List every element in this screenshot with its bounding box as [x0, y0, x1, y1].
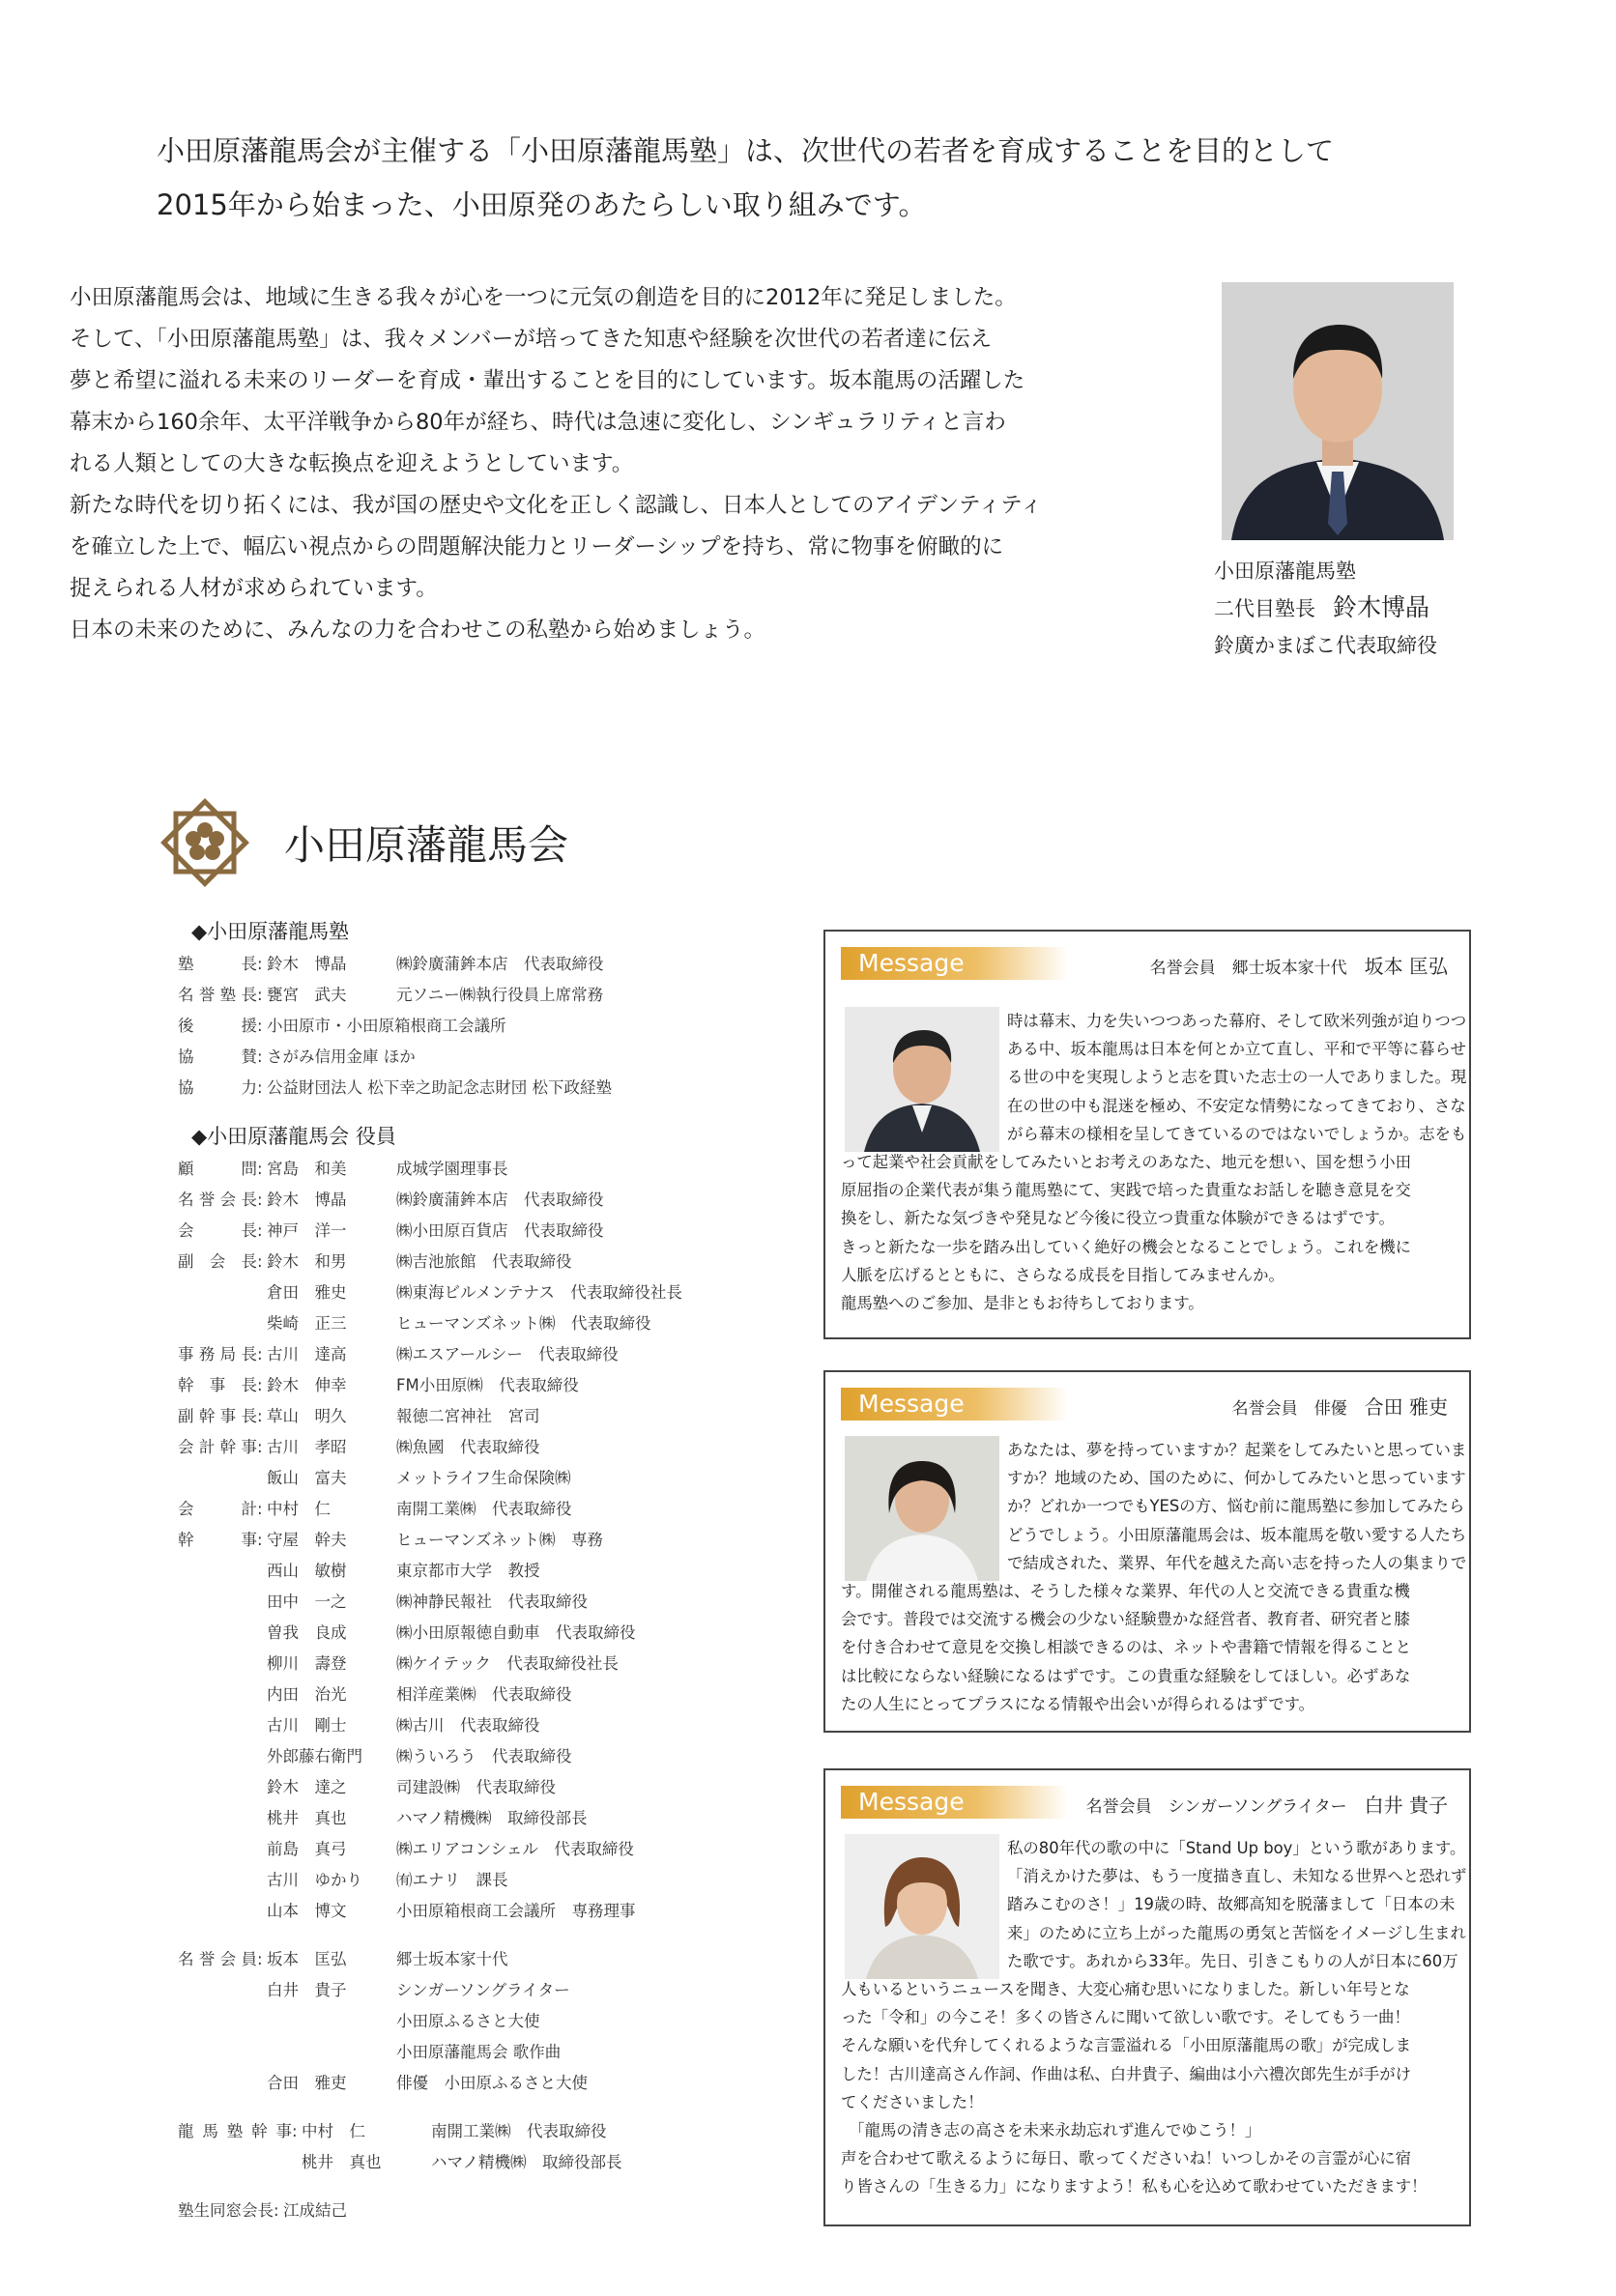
row-aff: ㈱小田原百貨店 代表取締役 — [396, 1221, 604, 1240]
message-line: った「令和」の今こそ！多くの皆さんに聞いて欲しい歌です。そしてもう一曲！ — [841, 2008, 1410, 2027]
roster-row: 会計幹事 : 古川 孝昭 ㈱魚國 代表取締役 — [178, 1432, 796, 1463]
caption-company: 鈴廣かまぼこ代表取締役 — [1214, 634, 1437, 657]
row-role: 副幹事長 — [178, 1407, 257, 1425]
row-aff: 東京都市大学 教授 — [396, 1562, 540, 1580]
row-name: 坂本 匡弘 — [267, 1950, 347, 1968]
row-role: 後援 — [178, 1017, 257, 1035]
message-line: 換をし、新たな気づきや発見など今後に役立つ貴重な体験ができるはずです。 — [841, 1209, 1395, 1228]
message-line: 「龍馬の清き志の高さを未来永劫忘れず進んでゆこう！」 — [841, 2121, 1261, 2140]
caption-title-line — [1214, 589, 1437, 627]
intro-line-1: 小田原藩龍馬会が主催する「小田原藩龍馬塾」は、次世代の若者を育成することを目的として — [157, 134, 1335, 167]
roster-row: 後援 : 小田原市・小田原箱根商工会議所 — [178, 1011, 796, 1042]
row-name: 桃井 真也 — [302, 2153, 382, 2171]
roster-row — [178, 1618, 796, 1649]
roster-row — [178, 1308, 796, 1339]
message-label: Message — [841, 947, 1068, 980]
row-aff: 司建設㈱ 代表取締役 — [396, 1778, 556, 1796]
roster-row — [178, 1772, 796, 1803]
message-line: 「消えかけた夢は、もう一度描き直し、未知なる世界へと恐れず — [1007, 1867, 1467, 1886]
row-aff: ㈱神静民報社 代表取締役 — [396, 1593, 588, 1611]
alumni-name: 江成結己 — [283, 2201, 347, 2220]
row-role: 協力 — [178, 1078, 257, 1097]
row-aff: 小田原箱根商工会議所 専務理事 — [396, 1902, 636, 1920]
message-box-sakamoto — [823, 930, 1471, 1339]
intro-line-2: 2015年から始まった、小田原発のあたらしい取り組みです。 — [157, 188, 927, 221]
row-name: 守屋 幹夫 — [267, 1531, 347, 1549]
roster-row: 名誉塾長 : 甕宮 武夫 元ソニー㈱執行役員上席常務 — [178, 980, 796, 1011]
honorary-list — [178, 1944, 796, 2099]
roster-row — [178, 1556, 796, 1587]
row-role: 協賛 — [178, 1048, 257, 1066]
roster-row — [178, 2068, 796, 2099]
roster-row: 塾長 : 鈴木 博晶 ㈱鈴廣蒲鉾本店 代表取締役 — [178, 949, 796, 980]
roster-row — [178, 1834, 796, 1865]
message-line: 会です。普段では交流する機会の少ない経験豊かな経営者、教育者、研究者と膝 — [841, 1610, 1410, 1629]
message-line: か？どれか一つでもYESの方、悩む前に龍馬塾に参加してみたら — [1007, 1497, 1465, 1516]
row-name: 外郎藤右衛門 — [267, 1747, 362, 1765]
row-aff: FM小田原㈱ 代表取締役 — [396, 1376, 579, 1394]
roster-row — [178, 1975, 796, 2006]
row-aff: ㈱東海ビルメンテナス 代表取締役社長 — [396, 1283, 682, 1302]
row-name: 山本 博文 — [267, 1902, 347, 1920]
row-name: 古川 ゆかり — [267, 1871, 362, 1889]
lead-line: れる人類としての大きな転換点を迎えようとしています。 — [70, 451, 634, 476]
row-name: 鈴木 伸幸 — [267, 1376, 347, 1394]
row-aff: 小田原ふるさと大使 — [396, 2012, 540, 2030]
row-aff: 成城学園理事長 — [396, 1160, 508, 1178]
row-role: 幹事 — [178, 1531, 257, 1549]
row-role: 顧問 — [178, 1160, 257, 1178]
message-line: を付き合わせて意見を交換し相談できるのは、ネットや書籍で情報を得ることと — [841, 1638, 1412, 1657]
author-role: 名誉会員 俳優 — [1231, 1399, 1347, 1419]
roster-row — [178, 1463, 796, 1494]
message-line: り皆さんの「生きる力」になりますよう！私も心を込めて歌わせていただきます！ — [841, 2177, 1428, 2196]
row-role — [178, 1463, 257, 1494]
officers-heading: ◆小田原藩龍馬会 役員 — [191, 1125, 396, 1148]
message-line: 在の世の中も混迷を極め、不安定な情勢になってきており、さな — [1007, 1096, 1466, 1115]
row-role: 副会長 — [178, 1252, 257, 1271]
lead-line: 夢と希望に溢れる未来のリーダーを育成・輩出することを目的にしています。坂本龍馬の活躍した — [70, 368, 1025, 393]
message-author — [1086, 1790, 1448, 1818]
author-role: 名誉会員 シンガーソングライター — [1085, 1797, 1347, 1817]
row-aff: ㈱エリアコンシェル 代表取締役 — [396, 1840, 634, 1858]
message-body — [841, 1436, 1467, 1718]
message-line: 来」のために立ち上がった龍馬の勇気と苦悩をイメージし生まれ — [1007, 1923, 1466, 1942]
roster-row: 顧問 : 宮島 和美 成城学園理事長 — [178, 1154, 796, 1185]
row-role: 会計 — [178, 1500, 257, 1518]
message-line: は比較にならない経験になるはずです。この貴重な経験をしてほしい。必ずあな — [841, 1666, 1411, 1685]
author-name: 白井 貴子 — [1364, 1794, 1448, 1817]
roster-row — [178, 1865, 796, 1896]
message-line: 原屈指の企業代表が集う龍馬塾にて、実践で培った貴重なお話しを聴き意見を交 — [841, 1181, 1411, 1200]
message-line: たの人生にとってプラスになる情報や出会いが得られるはずです。 — [841, 1694, 1315, 1713]
row-role — [178, 1710, 257, 1741]
author-name: 合田 雅吏 — [1364, 1395, 1448, 1419]
roster-row — [178, 1803, 796, 1834]
row-role — [178, 1975, 257, 2006]
row-role — [178, 1896, 257, 1927]
row-name: 中村 仁 — [302, 2122, 365, 2140]
row-name: 田中 一之 — [267, 1593, 347, 1611]
row-name: 鈴木 達之 — [267, 1778, 347, 1796]
caption-title: 二代目塾長 — [1214, 597, 1315, 620]
row-name: 公益財団法人 松下幸之助記念志財団 松下政経塾 — [267, 1078, 612, 1097]
row-name: 宮島 和美 — [267, 1160, 347, 1178]
org-title: 小田原藩龍馬会 — [284, 821, 569, 869]
roster-row — [178, 1896, 796, 1927]
lead-line: を確立した上で、幅広い視点からの問題解決能力とリーダーシップを持ち、常に物事を俯瞰的に — [70, 534, 1004, 560]
message-line: 人もいるというニュースを聞き、大変心痛む思いになりました。新しい年号とな — [841, 1980, 1410, 1999]
row-role: 幹事長 — [178, 1376, 257, 1394]
message-line: した！古川達高さん作詞、作曲は私、白井貴子、編曲は小六禮次郎先生が手がけ — [841, 2064, 1412, 2083]
row-role — [178, 1649, 257, 1679]
author-role: 名誉会員 郷士坂本家十代 — [1149, 959, 1347, 978]
lead-line: そして、「小田原藩龍馬塾」は、我々メンバーが培ってきた知恵や経験を次世代の若者達に伝え — [70, 327, 993, 352]
row-role — [178, 1618, 257, 1649]
row-role — [178, 1679, 257, 1710]
row-name — [267, 2037, 396, 2068]
lead-line: 日本の未来のために、みんなの力を合わせこの私塾から始めましょう。 — [70, 617, 766, 643]
roster-row: 会長 : 神戸 洋一 ㈱小田原百貨店 代表取締役 — [178, 1216, 796, 1247]
row-aff: 俳優 小田原ふるさと大使 — [396, 2074, 588, 2092]
message-label: Message — [841, 1388, 1068, 1421]
caption-org: 小田原藩龍馬塾 — [1214, 560, 1356, 583]
lead-line: 幕末から160余年、太平洋戦争から80年が経ち、時代は急速に変化し、シンギュラリティと言わ — [70, 410, 1006, 435]
message-line: る世の中を実現しようと志を貫いた志士の一人でありました。現 — [1007, 1068, 1467, 1087]
message-line: で結成された、業界、年代を越えた高い志を持った人の集まりで — [1007, 1553, 1467, 1572]
row-role — [178, 1772, 257, 1803]
kanji-list — [178, 2116, 796, 2178]
row-name: 甕宮 武夫 — [267, 986, 347, 1004]
roster-row: 名誉会員 : 坂本 匡弘 郷士坂本家十代 — [178, 1944, 796, 1975]
roster-row — [178, 2006, 796, 2037]
row-name — [267, 2006, 396, 2037]
principal-portrait — [1222, 282, 1454, 540]
message-line: ある中、坂本龍馬は日本を何とか立て直し、平和で平等に暮らせ — [1007, 1040, 1466, 1059]
roster-row: 幹事 : 守屋 幹夫 ヒューマンズネット㈱ 専務 — [178, 1525, 796, 1556]
row-aff: ㈲エナリ 課長 — [396, 1871, 508, 1889]
message-line: って起業や社会貢献をしてみたいとお考えのあなた、地元を想い、国を想う小田 — [841, 1153, 1412, 1172]
row-name: 白井 貴子 — [267, 1981, 347, 1999]
row-aff: 南開工業㈱ 代表取締役 — [396, 1500, 572, 1518]
roster-row — [178, 1741, 796, 1772]
roster-row: 名誉会長 : 鈴木 博晶 ㈱鈴廣蒲鉾本店 代表取締役 — [178, 1185, 796, 1216]
row-role — [178, 1308, 257, 1339]
message-author — [1232, 1392, 1448, 1420]
row-name: 曽我 良成 — [267, 1623, 347, 1642]
row-aff: ㈱魚國 代表取締役 — [396, 1438, 540, 1456]
row-aff: 南開工業㈱ 代表取締役 — [431, 2122, 607, 2140]
row-aff: ヒューマンズネット㈱ 専務 — [396, 1531, 604, 1549]
row-role: 名誉塾長 — [178, 986, 257, 1004]
officer-list — [178, 1154, 796, 1927]
row-aff: メットライフ生命保険㈱ — [396, 1469, 571, 1487]
roster-row — [178, 1587, 796, 1618]
row-role: 龍馬塾幹事 — [178, 2122, 292, 2140]
row-role: 事務局長 — [178, 1345, 257, 1363]
roster-row — [178, 1649, 796, 1679]
roster-row — [178, 1679, 796, 1710]
row-aff: ハマノ精機㈱ 取締役部長 — [431, 2153, 622, 2171]
row-role — [178, 1587, 257, 1618]
alumni-row: 塾生同窓会長 : 江成結己 — [178, 2196, 796, 2226]
row-name: 古川 剛士 — [267, 1716, 347, 1735]
message-line: た歌です。あれから33年。先日、引きこもりの人が日本に60万 — [1007, 1951, 1458, 1970]
message-line: す。開催される龍馬塾は、そうした様々な業界、年代の人と交流できる貴重な機 — [841, 1582, 1410, 1601]
row-name: 柳川 壽登 — [267, 1654, 347, 1673]
row-name: 鈴木 和男 — [267, 1252, 347, 1271]
row-aff: ㈱吉池旅館 代表取締役 — [396, 1252, 572, 1271]
row-aff: ㈱ういろう 代表取締役 — [396, 1747, 572, 1765]
row-name: 小田原市・小田原箱根商工会議所 — [267, 1017, 506, 1035]
row-role: 名誉会員 — [178, 1950, 257, 1968]
row-role: 名誉会長 — [178, 1191, 257, 1209]
row-role — [178, 1277, 257, 1308]
row-name: 桃井 真也 — [267, 1809, 347, 1827]
message-author — [1150, 951, 1448, 979]
lead-line: 小田原藩龍馬会は、地域に生きる我々が心を一つに元気の創造を目的に2012年に発足しました。 — [70, 285, 1017, 310]
row-name: 前島 真弓 — [267, 1840, 347, 1858]
row-role — [178, 2006, 257, 2037]
row-aff: ㈱小田原報徳自動車 代表取締役 — [396, 1623, 636, 1642]
row-role: 会計幹事 — [178, 1438, 257, 1456]
roster-row: 副会長 : 鈴木 和男 ㈱吉池旅館 代表取締役 — [178, 1247, 796, 1277]
author-name: 坂本 匡弘 — [1364, 955, 1448, 978]
message-label: Message — [841, 1786, 1068, 1819]
row-role — [178, 2068, 257, 2099]
row-aff: ハマノ精機㈱ 取締役部長 — [396, 1809, 588, 1827]
row-role: 会長 — [178, 1221, 257, 1240]
row-aff: 報徳二宮神社 宮司 — [396, 1407, 540, 1425]
message-line: あなたは、夢を持っていますか？起業をしてみたいと思っていま — [1007, 1441, 1467, 1459]
row-name: 合田 雅吏 — [267, 2074, 347, 2092]
message-line: 声を合わせて歌えるように毎日、歌ってくださいね！いつしかその言霊が心に宿 — [841, 2149, 1412, 2168]
crest-logo-icon — [157, 794, 253, 891]
message-line: きっと新たな一歩を踏み出していく絶好の機会となることでしょう。これを機に — [841, 1237, 1412, 1256]
roster-row: 協力 : 公益財団法人 松下幸之助記念志財団 松下政経塾 — [178, 1073, 796, 1104]
message-box-shirai — [823, 1768, 1471, 2226]
row-role — [178, 2037, 257, 2068]
roster-row: 事務局長 : 古川 達高 ㈱エスアールシー 代表取締役 — [178, 1339, 796, 1370]
intro-text — [157, 124, 1510, 232]
roster-row — [178, 2037, 796, 2068]
message-box-goda — [823, 1370, 1471, 1733]
message-line: そんな願いを代弁してくれるような言霊溢れる「小田原藩龍馬の歌」が完成しま — [841, 2036, 1412, 2055]
roster-row: 幹事長 : 鈴木 伸幸 FM小田原㈱ 代表取締役 — [178, 1370, 796, 1401]
portrait-illustration — [1222, 282, 1454, 540]
message-line: 人脈を広げるとともに、さらなる成長を目指してみませんか。 — [841, 1265, 1284, 1284]
row-name: 内田 治光 — [267, 1685, 347, 1704]
roster-row: 副幹事長 : 草山 明久 報徳二宮神社 宮司 — [178, 1401, 796, 1432]
row-name: 柴崎 正三 — [267, 1314, 347, 1333]
row-aff: 元ソニー㈱執行役員上席常務 — [396, 986, 604, 1004]
row-name: 神戸 洋一 — [267, 1221, 347, 1240]
row-name: 草山 明久 — [267, 1407, 347, 1425]
message-line: 龍馬塾へのご参加、是非ともお待ちしております。 — [841, 1294, 1204, 1313]
message-line: 私の80年代の歌の中に「Stand Up boy」という歌があります。 — [1007, 1839, 1466, 1857]
message-line: がら幕末の様相を呈してきているのではないでしょうか。志をも — [1007, 1124, 1467, 1143]
roster-row — [178, 1277, 796, 1308]
row-role — [178, 1865, 257, 1896]
roster-row — [178, 1710, 796, 1741]
row-aff: 相洋産業㈱ 代表取締役 — [396, 1685, 572, 1704]
row-name: 飯山 富夫 — [267, 1469, 347, 1487]
row-name: 中村 仁 — [267, 1500, 331, 1518]
row-aff: ㈱古川 代表取締役 — [396, 1716, 540, 1735]
row-aff: 小田原藩龍馬会 歌作曲 — [396, 2043, 562, 2061]
row-name: 鈴木 博晶 — [267, 955, 347, 973]
caption-name: 鈴木博晶 — [1333, 593, 1430, 621]
roster — [178, 916, 796, 2226]
roster-row: 会計 : 中村 仁 南開工業㈱ 代表取締役 — [178, 1494, 796, 1525]
message-body — [841, 1834, 1467, 2201]
row-name: 古川 達高 — [267, 1345, 347, 1363]
portrait-caption — [1214, 553, 1437, 664]
row-name: さがみ信用金庫 ほか — [267, 1048, 416, 1066]
row-aff: ㈱ケイテック 代表取締役社長 — [396, 1654, 619, 1673]
org-heading — [157, 794, 568, 891]
juku-heading: ◆小田原藩龍馬塾 — [191, 920, 350, 943]
row-name: 鈴木 博晶 — [267, 1191, 347, 1209]
message-line: てくださいました！ — [841, 2092, 984, 2111]
row-role — [178, 1556, 257, 1587]
row-name: 倉田 雅史 — [267, 1283, 347, 1302]
lead-line: 新たな時代を切り拓くには、我が国の歴史や文化を正しく認識し、日本人としてのアイデンティティ — [70, 493, 1043, 518]
row-aff: ㈱鈴廣蒲鉾本店 代表取締役 — [396, 1191, 604, 1209]
row-role — [178, 1803, 257, 1834]
row-role — [178, 1834, 257, 1865]
message-line: 踏みこむのさ！」19歳の時、故郷高知を脱藩まして「日本の未 — [1007, 1895, 1456, 1914]
row-name: 西山 敏樹 — [267, 1562, 347, 1580]
row-aff: ㈱エスアールシー 代表取締役 — [396, 1345, 619, 1363]
row-aff: ヒューマンズネット㈱ 代表取締役 — [396, 1314, 651, 1333]
row-name: 古川 孝昭 — [267, 1438, 347, 1456]
row-role — [178, 2147, 292, 2178]
roster-row: 龍馬塾幹事 : 中村 仁 南開工業㈱ 代表取締役 — [178, 2116, 796, 2147]
message-line: どうでしょう。小田原藩龍馬会は、坂本龍馬を敬い愛する人たち — [1007, 1525, 1467, 1544]
row-aff: ㈱鈴廣蒲鉾本店 代表取締役 — [396, 955, 604, 973]
message-line: 時は幕末、力を失いつつあった幕府、そして欧米列強が迫りつつ — [1007, 1012, 1467, 1030]
row-role: 塾長 — [178, 955, 257, 973]
row-aff: 郷士坂本家十代 — [396, 1950, 508, 1968]
row-role — [178, 1741, 257, 1772]
row-aff: シンガーソングライター — [396, 1981, 570, 1999]
alumni-role: 塾生同窓会長 — [178, 2201, 274, 2220]
message-line: すか？地域のため、国のために、何かしてみたいと思っています — [1007, 1469, 1466, 1488]
roster-row: 協賛 : さがみ信用金庫 ほか — [178, 1042, 796, 1073]
lead-paragraph — [70, 277, 1181, 651]
message-body — [841, 1007, 1467, 1317]
lead-line: 捉えられる人材が求められています。 — [70, 576, 438, 601]
roster-row — [178, 2147, 796, 2178]
